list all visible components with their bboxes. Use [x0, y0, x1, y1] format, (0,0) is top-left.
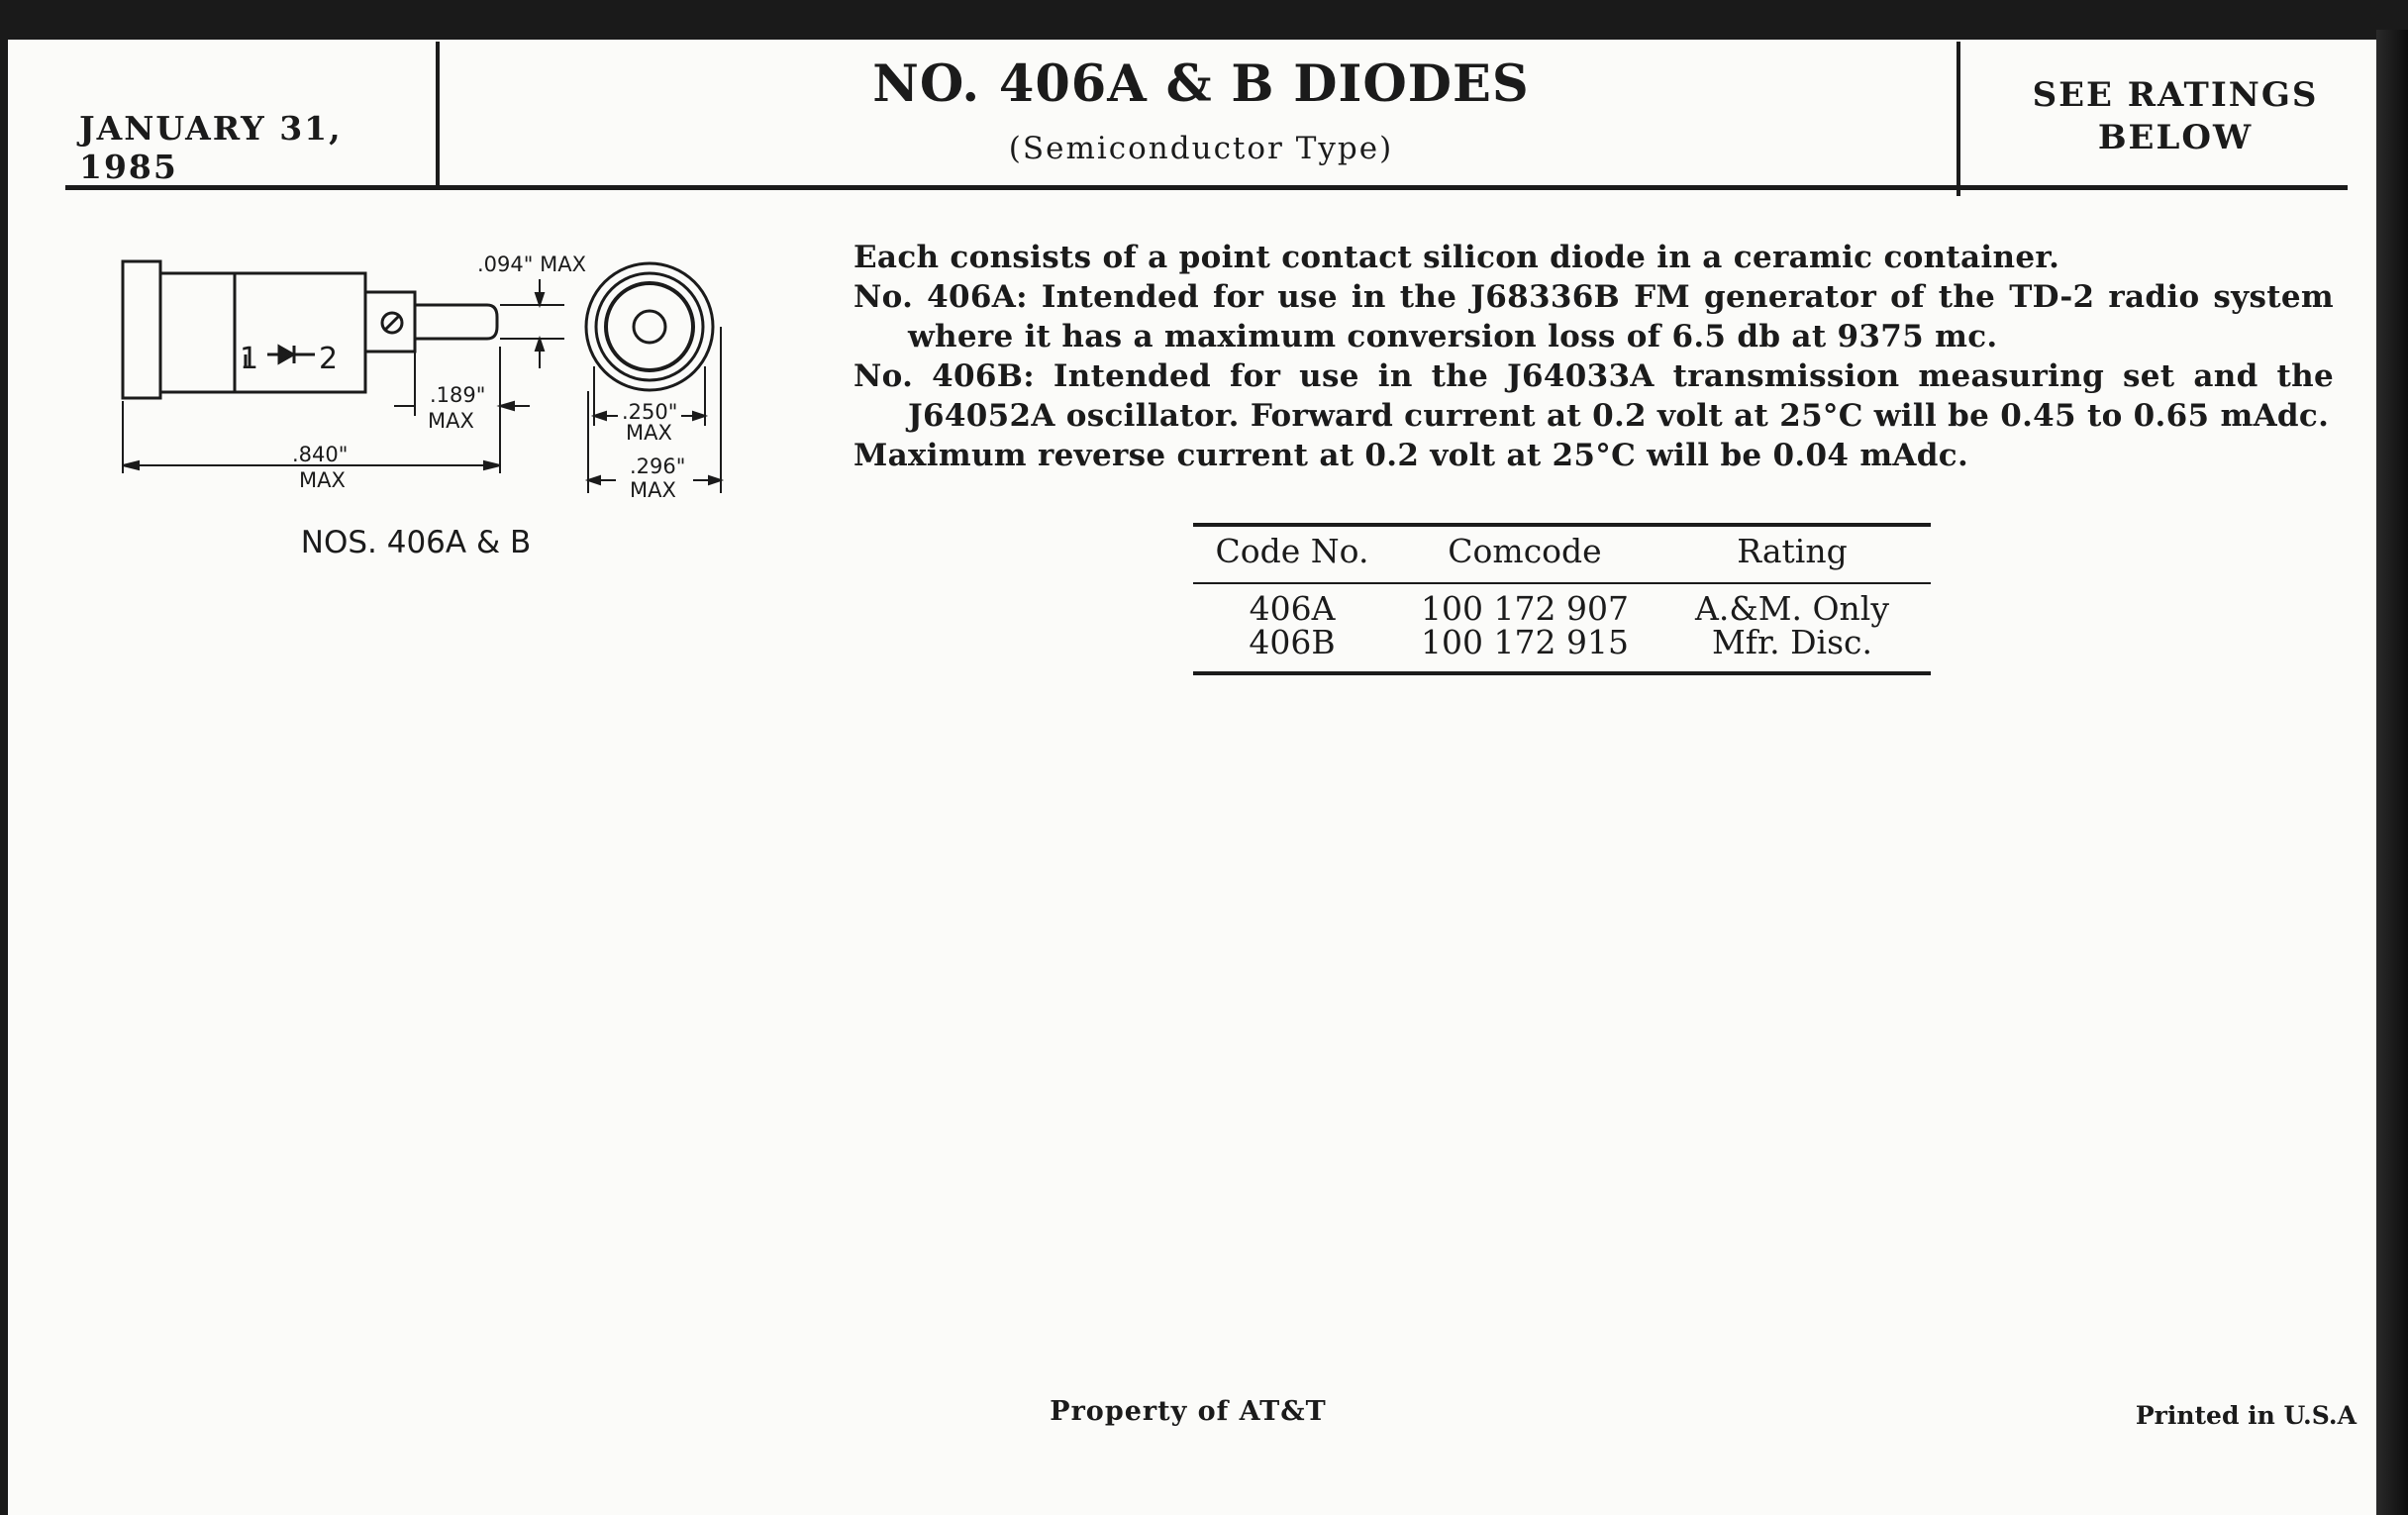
page-subtitle: (Semiconductor Type): [1008, 131, 1394, 166]
diode-outline-drawing: [109, 238, 743, 574]
table-cell-rating: A.&M. Only: [1695, 589, 1889, 628]
description-paragraph: Each consists of a point contact silicon diode in a ceramic container.: [853, 240, 2060, 275]
dim-094-label: .094" MAX: [477, 252, 586, 276]
table-bottom-rule: [1193, 671, 1931, 675]
header-divider-left: [436, 42, 440, 188]
issue-date: JANUARY 31, 1985: [79, 109, 343, 186]
dim-296-label: .296": [630, 454, 686, 478]
description-paragraph: Maximum reverse current at 0.2 volt at 25°C will be 0.04 mAdc.: [853, 438, 1969, 473]
dim-840-max: MAX: [299, 468, 346, 492]
ratings-note-line1: SEE RATINGS: [2032, 75, 2319, 115]
table-cell-comcode: 100 172 915: [1421, 623, 1629, 661]
table-header-rating: Rating: [1737, 532, 1848, 570]
property-notice: Property of AT&T: [1050, 1396, 1327, 1427]
ratings-table: [1193, 523, 1931, 681]
table-header-comcode: Comcode: [1448, 532, 1602, 570]
table-header-rule: [1193, 582, 1931, 584]
dim-250-label: .250": [622, 400, 678, 424]
end-view: [586, 263, 713, 390]
scan-edge: [2376, 30, 2408, 1515]
ratings-note: [1962, 74, 2388, 159]
table-cell-rating: Mfr. Disc.: [1711, 623, 1873, 661]
svg-text:1: 1: [240, 342, 259, 376]
dim-250-max: MAX: [626, 421, 672, 445]
table-top-rule: [1193, 523, 1931, 527]
svg-text:2: 2: [319, 342, 339, 376]
figure-caption: NOS. 406A & B: [300, 525, 532, 560]
description-paragraph: No. 406A: Intended for use in the J68336B FM generator of the TD-2 radio system where it has a maximum conversion loss of 6.5 db at 9375 mc.: [853, 279, 2334, 354]
table-cell-code: 406A: [1249, 589, 1336, 628]
printed-notice: Printed in U.S.A: [2135, 1401, 2357, 1430]
ratings-note-line2: BELOW: [2097, 118, 2254, 157]
table-cell-comcode: 100 172 907: [1421, 589, 1629, 628]
dim-296-max: MAX: [630, 478, 676, 502]
table-header-code: Code No.: [1215, 532, 1369, 570]
description-block: [853, 238, 2334, 475]
side-view: [123, 261, 497, 398]
dim-840-label: .840": [292, 443, 349, 466]
dim-189-label: .189": [430, 383, 486, 407]
dim-189-max: MAX: [428, 409, 474, 433]
page-title: NO. 406A & B DIODES: [872, 54, 1530, 114]
description-paragraph: No. 406B: Intended for use in the J64033A transmission measuring set and the J64052A oscillator. Forward current at 0.2 volt at 25°C will be 0.45 to 0.65 mAdc.: [853, 358, 2334, 434]
table-cell-code: 406B: [1249, 623, 1336, 661]
